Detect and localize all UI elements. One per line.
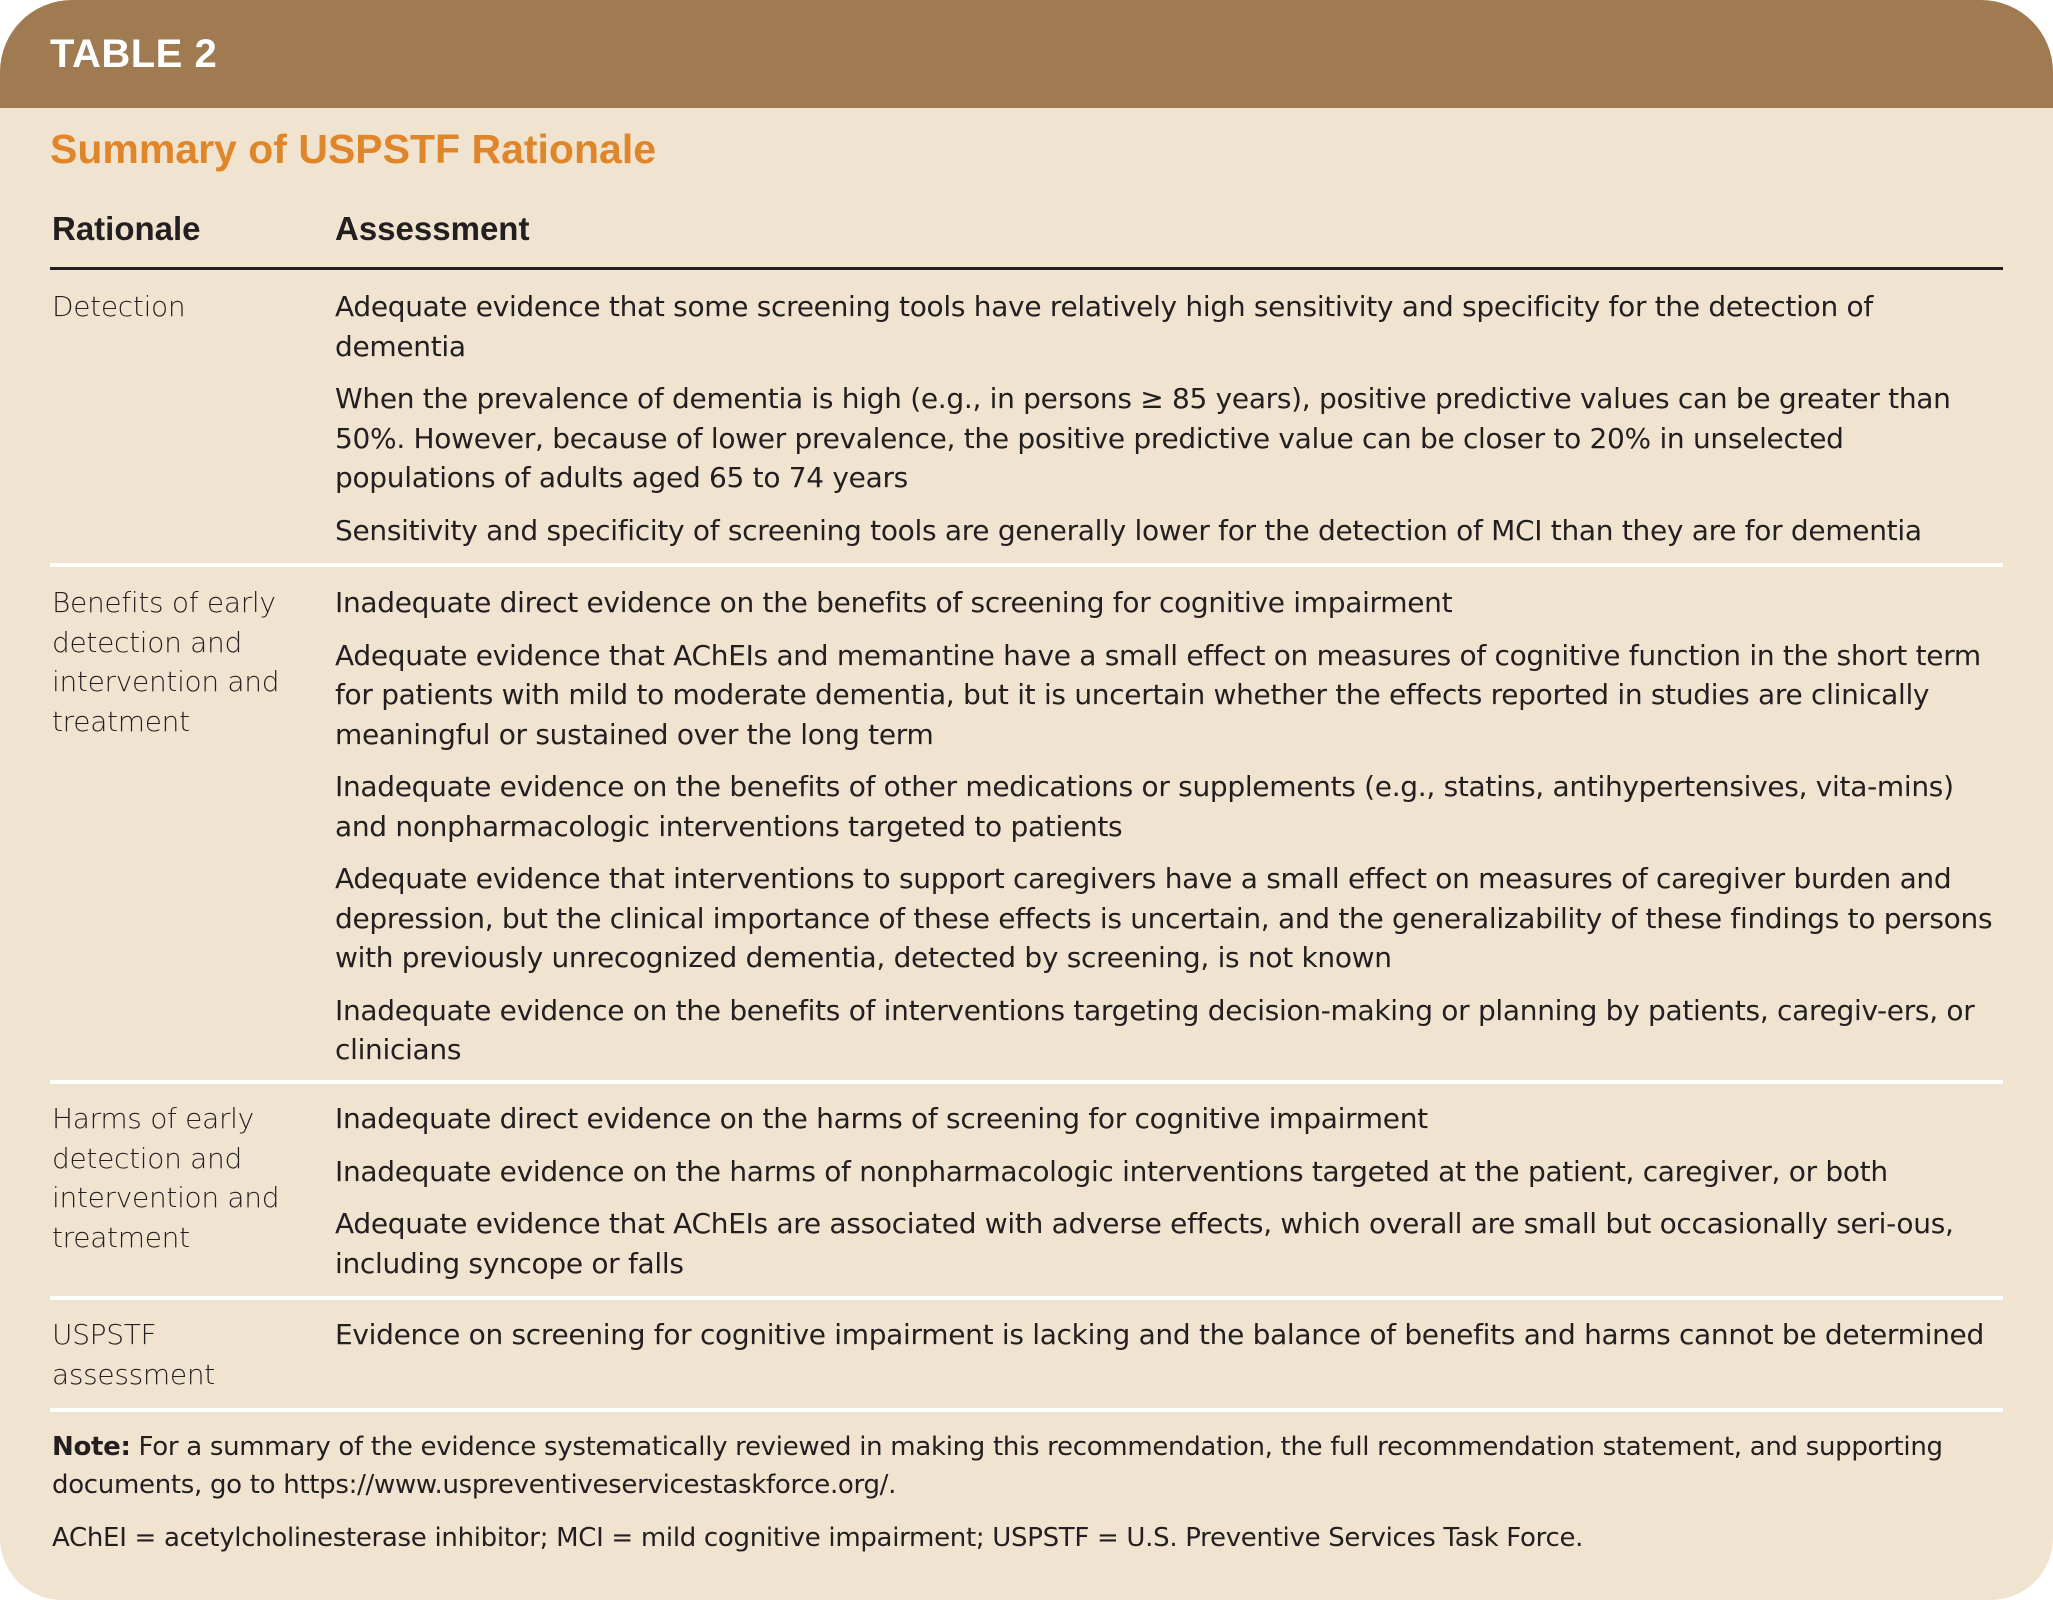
row-divider <box>50 1296 2003 1300</box>
assessment-item: Adequate evidence that some screening tools have relatively high sensitivity and specificity for the detection of dementia <box>335 290 1873 363</box>
row-rationale: Detection <box>52 290 186 323</box>
table-banner <box>0 0 2053 108</box>
assessment-item: Inadequate direct evidence on the harms of screening for cognitive impairment <box>335 1102 1428 1135</box>
abbreviations: AChEI = acetylcholinesterase inhibitor; MCI = mild cognitive impairment; USPSTF = U.S. Preventive Services Task Force. <box>52 1523 1584 1553</box>
table-title: Summary of USPSTF Rationale <box>50 126 657 172</box>
assessment-item: Inadequate evidence on the harms of nonpharmacologic interventions targeted at the patient, caregiver, or both <box>335 1154 1888 1188</box>
header-rule <box>50 267 2003 270</box>
assessment-item: Inadequate evidence on the benefits of interventions targeting decision-making or planning by patients, caregiv-ers, or clinicians <box>335 993 1975 1066</box>
row-divider <box>50 1080 2003 1084</box>
assessment-item: Adequate evidence that AChEIs are associated with adverse effects, which overall are small but occasionally seri-ous, including syncope or falls <box>335 1207 1954 1280</box>
row-assessments <box>335 287 2005 563</box>
row-assessments <box>335 1099 2005 1296</box>
assessment-item: When the prevalence of dementia is high (e.g., in persons ≥ 85 years), positive predictive values can be greater than 50%. However, because of lower prevalence, the positive predictive value can be closer to 20% in unselected populations of adults aged 65 to 74 years <box>335 382 1951 494</box>
column-header-assessment: Assessment <box>335 210 530 247</box>
row-divider <box>50 563 2003 567</box>
row-rationale: Harms of early detection and intervention and treatment <box>52 1102 280 1254</box>
assessment-item: Inadequate evidence on the benefits of other medications or supplements (e.g., statins, antihypertensives, vita-mins) and nonpharmacologic interventions targeted to patients <box>335 770 1954 843</box>
row-rationale: Benefits of early detection and intervention and treatment <box>52 586 280 738</box>
row-assessments <box>335 583 2005 1083</box>
assessment-item: Sensitivity and specificity of screening tools are generally lower for the detection of MCI than they are for dementia <box>335 513 1922 547</box>
row-divider <box>50 1408 2003 1412</box>
table-label: TABLE 2 <box>50 32 218 76</box>
note-label: Note: <box>52 1432 131 1462</box>
assessment-item: Evidence on screening for cognitive impairment is lacking and the balance of benefits and harms cannot be determined <box>335 1318 1984 1351</box>
note-text: For a summary of the evidence systematically reviewed in making this recommendation, the full recommendation statement, and supporting documents, go to https://www.uspreventiveservicestaskforce.org/. <box>52 1432 1943 1500</box>
column-header-rationale: Rationale <box>52 210 201 247</box>
assessment-item: Inadequate direct evidence on the benefits of screening for cognitive impairment <box>335 586 1453 619</box>
assessment-item: Adequate evidence that AChEIs and memantine have a small effect on measures of cognitive function in the short term for patients with mild to moderate dementia, but it is uncertain whether the effects reported in studies are clinically meaningful or sustained over the long term <box>335 638 1981 751</box>
assessment-item: Adequate evidence that interventions to support caregivers have a small effect on measures of caregiver burden and depression, but the clinical importance of these effects is uncertain, and the generalizability of these findings to persons with previously unrecognized dementia, detected by screening, is not known <box>335 862 1993 974</box>
table-note <box>52 1428 2002 1504</box>
row-rationale: USPSTF assessment <box>52 1318 215 1391</box>
row-assessments <box>335 1315 2005 1368</box>
